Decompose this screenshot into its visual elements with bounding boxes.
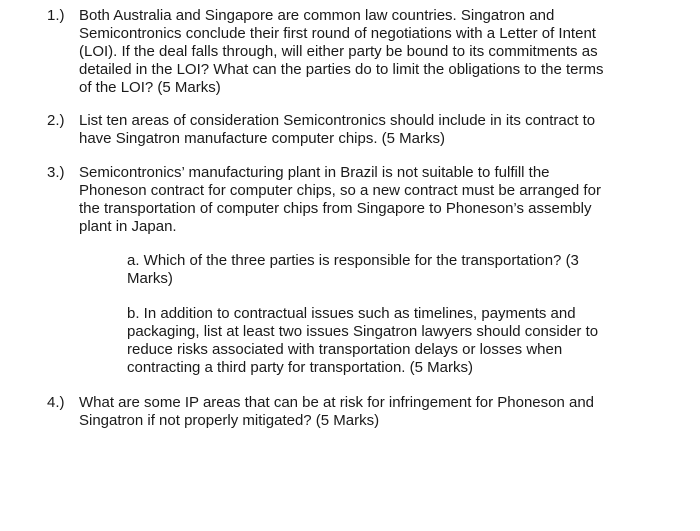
text-line: What are some IP areas that can be at risk for infringement for Phoneson and <box>79 394 595 411</box>
text-line: b. In addition to contractual issues such as timelines, payments and <box>127 305 576 322</box>
question-text <box>79 112 677 148</box>
text-line: a. Which of the three parties is responsible for the transportation? (3 <box>127 252 579 269</box>
question-number: 4.) <box>47 394 65 411</box>
text-line: Both Australia and Singapore are common law countries. Singatron and <box>79 7 555 24</box>
text-line: Phoneson contract for computer chips, so a new contract must be arranged for <box>79 182 601 199</box>
question-number: 3.) <box>47 164 65 181</box>
subquestion-3b <box>127 305 632 377</box>
text-line: List ten areas of consideration Semicontronics should include in its contract to <box>79 112 596 129</box>
question-3 <box>47 164 677 236</box>
text-line: the transportation of computer chips from Singapore to Phoneson’s assembly <box>79 200 592 217</box>
text-line: of the LOI? (5 Marks) <box>79 79 221 96</box>
text-line: Marks) <box>127 270 173 287</box>
question-4 <box>47 394 677 430</box>
text-line: plant in Japan. <box>79 218 177 235</box>
question-number: 1.) <box>47 7 65 24</box>
text-line: Singatron if not properly mitigated? (5 Marks) <box>79 412 380 429</box>
question-text <box>79 394 677 430</box>
text-line: Semicontronics conclude their first round of negotiations with a Letter of Intent <box>79 25 596 42</box>
subquestion-3a <box>127 252 632 288</box>
question-text <box>79 7 677 97</box>
text-line: have Singatron manufacture computer chips. (5 Marks) <box>79 130 445 147</box>
text-line: reduce risks associated with transportation delays or losses when <box>127 341 563 358</box>
question-2 <box>47 112 677 148</box>
question-text <box>79 164 677 236</box>
text-line: packaging, list at least two issues Singatron lawyers should consider to <box>127 323 599 340</box>
question-1 <box>47 7 677 97</box>
text-line: contracting a third party for transportation. (5 Marks) <box>127 359 473 376</box>
question-number: 2.) <box>47 112 65 129</box>
text-line: detailed in the LOI? What can the parties do to limit the obligations to the terms <box>79 61 604 78</box>
text-line: Semicontronics’ manufacturing plant in Brazil is not suitable to fulfill the <box>79 164 550 181</box>
text-line: (LOI). If the deal falls through, will either party be bound to its commitments as <box>79 43 598 60</box>
